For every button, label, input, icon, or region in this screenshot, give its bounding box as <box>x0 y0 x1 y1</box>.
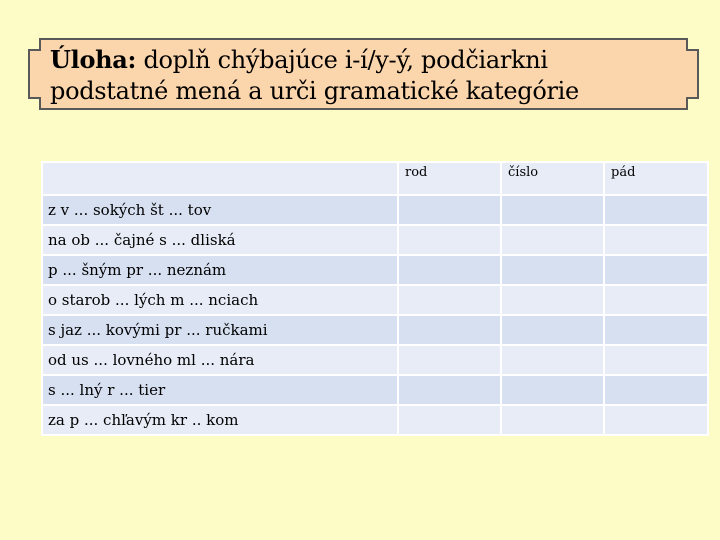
cislo-cell[interactable] <box>502 226 603 254</box>
pad-cell[interactable] <box>605 226 707 254</box>
table-row <box>43 406 707 434</box>
header-cislo: číslo <box>502 163 603 194</box>
rod-cell[interactable] <box>399 346 500 374</box>
rod-cell[interactable] <box>399 226 500 254</box>
pad-cell[interactable] <box>605 196 707 224</box>
cislo-cell[interactable] <box>502 346 603 374</box>
rod-cell[interactable] <box>399 286 500 314</box>
rod-cell[interactable] <box>399 256 500 284</box>
row-phrase: o starob ... lých m ... nciach <box>43 286 397 314</box>
table-row <box>43 316 707 344</box>
rod-cell[interactable] <box>399 316 500 344</box>
header-rod: rod <box>399 163 500 194</box>
pad-cell[interactable] <box>605 346 707 374</box>
table-header-row <box>43 163 707 194</box>
row-phrase: z v ... sokých št ... tov <box>43 196 397 224</box>
cislo-cell[interactable] <box>502 406 603 434</box>
pad-cell[interactable] <box>605 286 707 314</box>
pad-cell[interactable] <box>605 316 707 344</box>
pad-cell[interactable] <box>605 376 707 404</box>
table-row <box>43 226 707 254</box>
rod-cell[interactable] <box>399 376 500 404</box>
header-pad: pád <box>605 163 707 194</box>
row-phrase: za p ... chľavým kr .. kom <box>43 406 397 434</box>
rod-cell[interactable] <box>399 406 500 434</box>
table-row <box>43 346 707 374</box>
row-phrase: na ob ... čajné s ... dliská <box>43 226 397 254</box>
task-text-line1: doplň chýbajúce i-í/y-ý, podčiarkni <box>143 46 548 74</box>
cislo-cell[interactable] <box>502 286 603 314</box>
table-row <box>43 286 707 314</box>
task-banner <box>28 38 699 110</box>
row-phrase: s jaz ... kovými pr ... ručkami <box>43 316 397 344</box>
table-row <box>43 256 707 284</box>
pad-cell[interactable] <box>605 256 707 284</box>
cislo-cell[interactable] <box>502 256 603 284</box>
cislo-cell[interactable] <box>502 196 603 224</box>
exercise-table <box>41 161 709 436</box>
task-instruction <box>50 44 690 107</box>
table-row <box>43 196 707 224</box>
row-phrase: p ... šným pr ... neznám <box>43 256 397 284</box>
header-word <box>43 163 397 194</box>
row-phrase: od us ... lovného ml ... nára <box>43 346 397 374</box>
task-text-line2: podstatné mená a urči gramatické kategórie <box>50 77 579 105</box>
rod-cell[interactable] <box>399 196 500 224</box>
cislo-cell[interactable] <box>502 316 603 344</box>
table-row <box>43 376 707 404</box>
cislo-cell[interactable] <box>502 376 603 404</box>
task-label: Úloha: <box>50 45 137 74</box>
pad-cell[interactable] <box>605 406 707 434</box>
row-phrase: s ... lný r ... tier <box>43 376 397 404</box>
